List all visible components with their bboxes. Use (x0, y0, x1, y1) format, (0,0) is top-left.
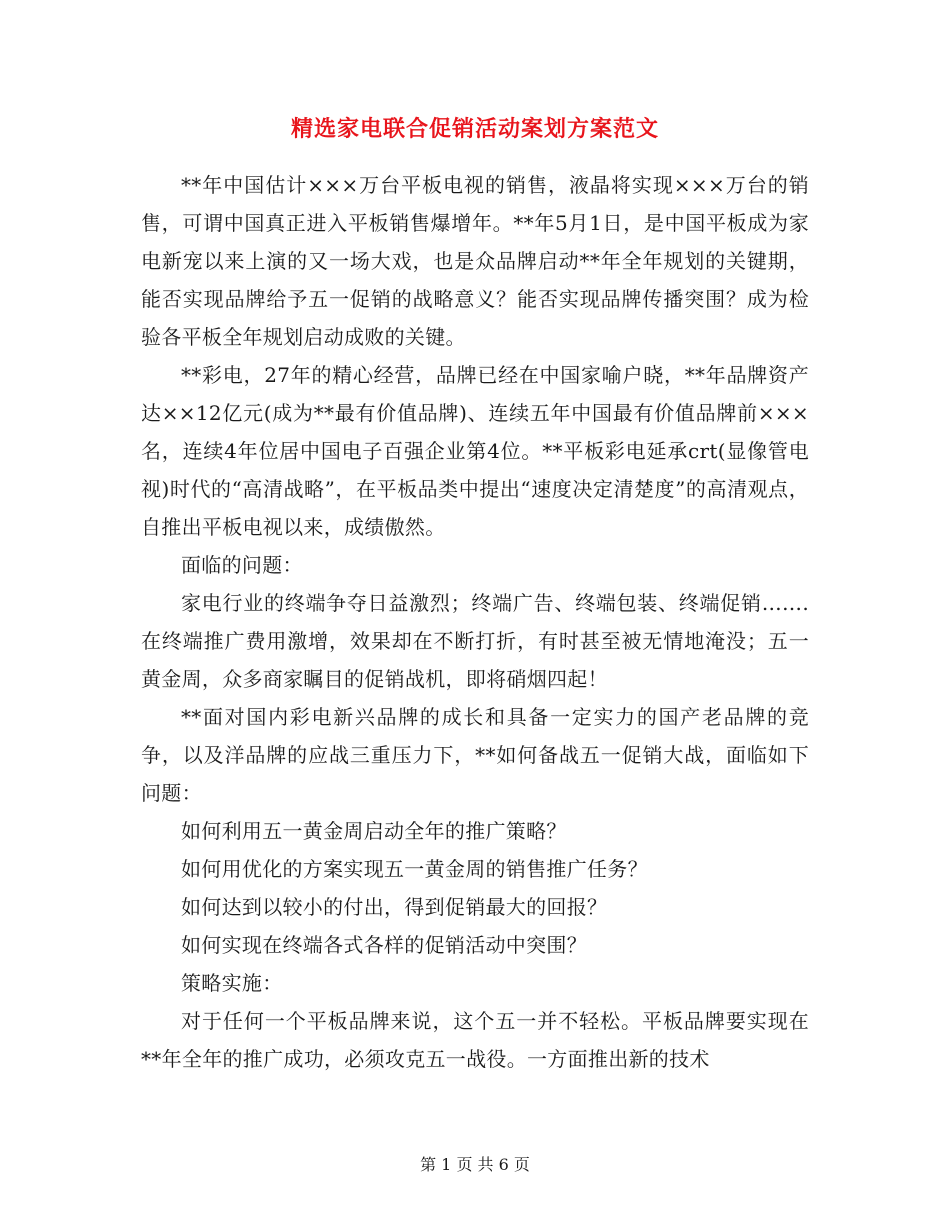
page-footer: 第 1 页 共 6 页 (420, 1155, 530, 1174)
paragraph: 如何达到以较小的付出，得到促销最大的回报？ (181, 895, 608, 919)
paragraph: 如何用优化的方案实现五一黄金周的销售推广任务？ (181, 857, 648, 881)
document-title: 精选家电联合促销活动案划方案范文 (290, 116, 659, 142)
paragraph: 对于任何一个平板品牌来说，这个五一并不轻松。平板品牌要实现在**年全年的推广成功，必须攻克五一战役。一方面推出新的技术 (141, 1009, 809, 1071)
paragraph: **面对国内彩电新兴品牌的成长和具备一定实力的国产老品牌的竞争，以及洋品牌的应战三重压力下，**如何备战五一促销大战，面临如下问题： (141, 705, 809, 805)
document-body (141, 166, 809, 1078)
paragraph: 面临的问题： (181, 553, 303, 577)
paragraph: 如何利用五一黄金周启动全年的推广策略？ (181, 819, 567, 843)
paragraph: 策略实施： (181, 971, 283, 995)
paragraph: **年中国估计×××万台平板电视的销售，液晶将实现×××万台的销售，可谓中国真正进入平板销售爆增年。**年5月1日，是中国平板成为家电新宠以来上演的又一场大戏，也是众品牌启动**年全年规划的关键期，能否实现品牌给予五一促销的战略意义？能否实现品牌传播突围？成为检验各平板全年规划启动成败的关键。 (141, 173, 809, 349)
paragraph: **彩电，27年的精心经营，品牌已经在中国家喻户晓，**年品牌资产达××12亿元(成为**最有价值品牌)、连续五年中国最有价值品牌前×××名，连续4年位居中国电子百强企业第4位。**平板彩电延承crt(显像管电视)时代的“高清战略”，在平板品类中提出“速度决定清楚度”的高清观点，自推出平板电视以来，成绩傲然。 (141, 363, 809, 539)
paragraph: 家电行业的终端争夺日益激烈；终端广告、终端包装、终端促销…….在终端推广费用激增，效果却在不断打折，有时甚至被无情地淹没；五一黄金周，众多商家瞩目的促销战机，即将硝烟四起！ (141, 591, 809, 691)
paragraph: 如何实现在终端各式各样的促销活动中突围？ (181, 933, 587, 957)
